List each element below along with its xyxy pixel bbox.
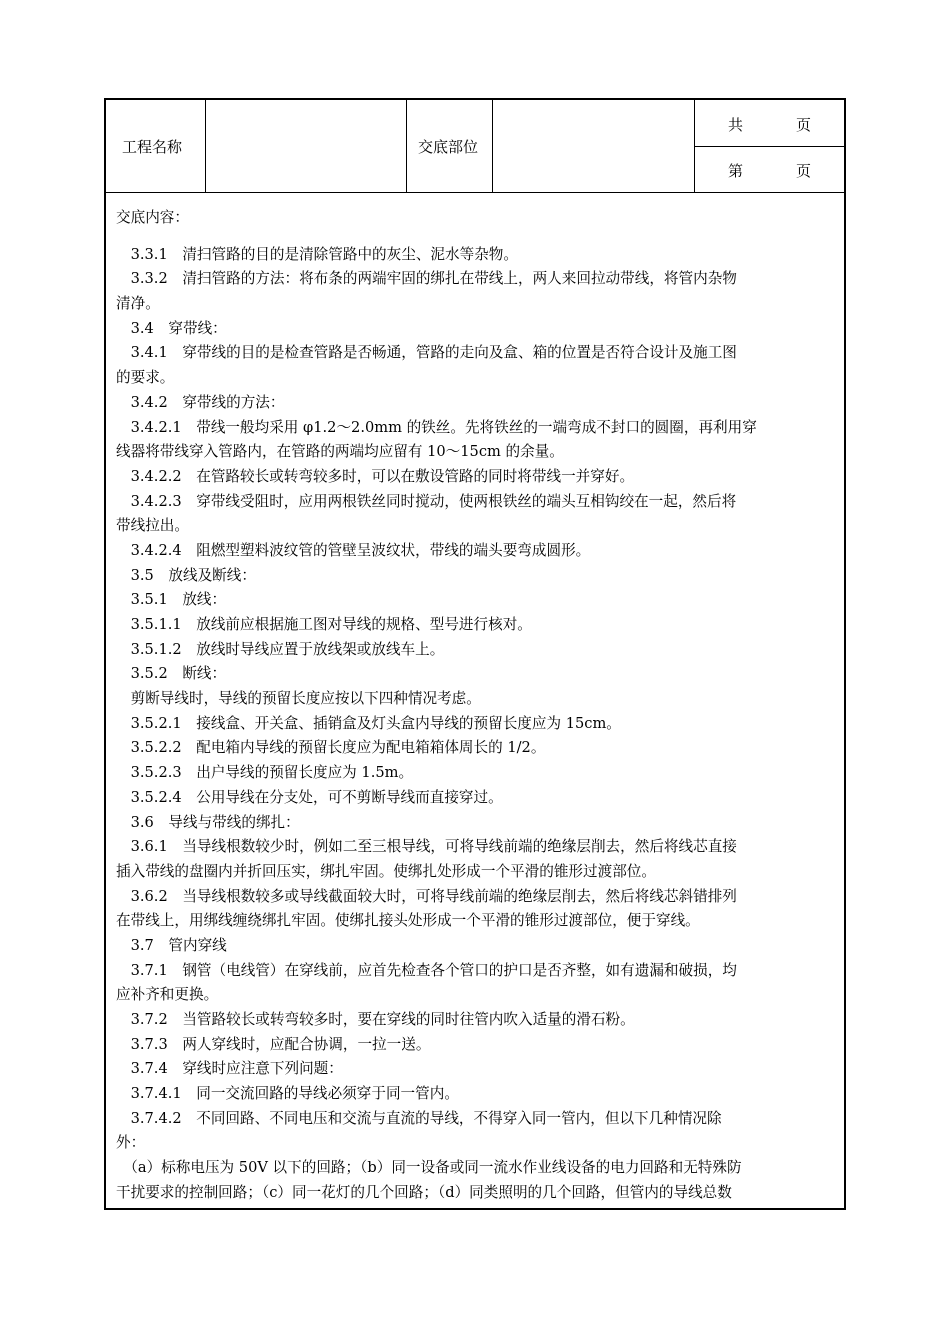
page-no-label: 第 [728, 162, 744, 180]
form-header [106, 100, 844, 193]
content-line: 应补齐和更换。 [116, 986, 219, 1004]
content-line: 3.6 导线与带线的绑扎： [116, 813, 300, 831]
disclosure-content [116, 206, 838, 1206]
content-line: 3.4.2 穿带线的方法： [116, 393, 285, 411]
content-line: 3.3.2 清扫管路的方法：将布条的两端牢固的绑扎在带线上，两人来回拉动带线，将管内杂物 [116, 270, 737, 288]
content-line: 剪断导线时，导线的预留长度应按以下四种情况考虑。 [116, 690, 481, 708]
content-line: 3.5.1.1 放线前应根据施工图对导线的规格、型号进行核对。 [116, 616, 532, 633]
content-line: 3.7.1 钢管（电线管）在穿线前，应首先检查各个管口的护口是否齐整，如有遗漏和破损，均 [116, 961, 737, 979]
divider [205, 100, 206, 192]
content-line: 3.4.2.1 带线一般均采用 φ1.2～2.0mm 的铁丝。先将铁丝的一端弯成不封口的圆圈，再利用穿 [116, 418, 757, 436]
content-title: 交底内容： [116, 209, 189, 226]
content-line: 3.5.1 放线： [116, 591, 227, 609]
content-line: 3.4.1 穿带线的目的是检查管路是否畅通，管路的走向及盒、箱的位置是否符合设计及施工图 [116, 344, 737, 362]
content-line: 3.4 穿带线： [116, 319, 227, 337]
content-line: 3.6.1 当导线根数较少时，例如二至三根导线，可将导线前端的绝缘层削去，然后将线芯直接 [116, 838, 737, 856]
content-line: 3.4.2.3 穿带线受阻时，应用两根铁丝同时搅动，使两根铁丝的端头互相钩绞在一起，然后将 [116, 492, 737, 510]
content-line: 3.7.4.1 同一交流回路的导线必须穿于同一管内。 [116, 1085, 459, 1103]
location-label: 交底部位 [418, 138, 479, 156]
content-line: 的要求。 [116, 369, 175, 387]
content-line: 带线拉出。 [116, 517, 189, 535]
content-line: 干扰要求的控制回路；（c）同一花灯的几个回路；（d）同类照明的几个回路，但管内的导线总数 [116, 1183, 732, 1201]
content-line: 3.5.2.2 配电箱内导线的预留长度应为配电箱箱体周长的 1/2。 [116, 739, 546, 757]
content-line: 3.5.2.1 接线盒、开关盒、插销盒及灯头盒内导线的预留长度应为 15cm。 [116, 714, 621, 732]
divider [406, 100, 407, 192]
content-line: 插入带线的盘圈内并折回压实，绑扎牢固。使绑扎处形成一个平滑的锥形过渡部位。 [116, 862, 656, 880]
content-line: 3.4.2.2 在管路较长或转弯较多时，可以在敷设管路的同时将带线一并穿好。 [116, 467, 635, 485]
content-line: 3.7.4 穿线时应注意下列问题： [116, 1060, 343, 1078]
content-line: （a）标称电压为 50V 以下的回路；（b）同一设备或同一流水作业线设备的电力回路和无特殊防 [116, 1159, 742, 1177]
content-line: 清净。 [116, 295, 160, 313]
content-line: 3.3.1 清扫管路的目的是清除管路中的灰尘、泥水等杂物。 [116, 245, 518, 263]
total-pages-label: 共 [728, 116, 744, 134]
content-line: 3.5.1.2 放线时导线应置于放线架或放线车上。 [116, 640, 445, 658]
page-no-unit: 页 [796, 162, 812, 180]
content-line: 3.5.2 断线： [116, 665, 227, 683]
content-line: 3.5 放线及断线： [116, 566, 256, 584]
content-line: 3.5.2.4 公用导线在分支处，可不剪断导线而直接穿过。 [116, 788, 503, 806]
content-line: 3.7 管内穿线 [116, 936, 227, 954]
project-name-label: 工程名称 [122, 138, 183, 156]
content-line: 3.7.3 两人穿线时，应配合协调，一拉一送。 [116, 1035, 431, 1053]
content-line: 3.7.4.2 不同回路、不同电压和交流与直流的导线，不得穿入同一管内，但以下几种情况除 [116, 1109, 722, 1127]
total-pages-unit: 页 [796, 116, 812, 134]
disclosure-form [104, 98, 846, 1210]
content-line: 在带线上，用绑线缠绕绑扎牢固。使绑扎接头处形成一个平滑的锥形过渡部位，便于穿线。 [116, 912, 700, 930]
divider [492, 100, 493, 192]
content-line: 外： [116, 1134, 146, 1152]
content-line: 线器将带线穿入管路内，在管路的两端均应留有 10～15cm 的余量。 [116, 443, 564, 461]
content-line: 3.6.2 当导线根数较多或导线截面较大时，可将导线前端的绝缘层削去，然后将线芯斜错排列 [116, 887, 737, 905]
content-line: 3.5.2.3 出户导线的预留长度应为 1.5m。 [116, 764, 414, 782]
content-line: 3.4.2.4 阻燃型塑料波纹管的管壁呈波纹状，带线的端头要弯成圆形。 [116, 541, 591, 559]
divider [694, 146, 844, 147]
content-line: 3.7.2 当管路较长或转弯较多时，要在穿线的同时往管内吹入适量的滑石粉。 [116, 1011, 635, 1028]
